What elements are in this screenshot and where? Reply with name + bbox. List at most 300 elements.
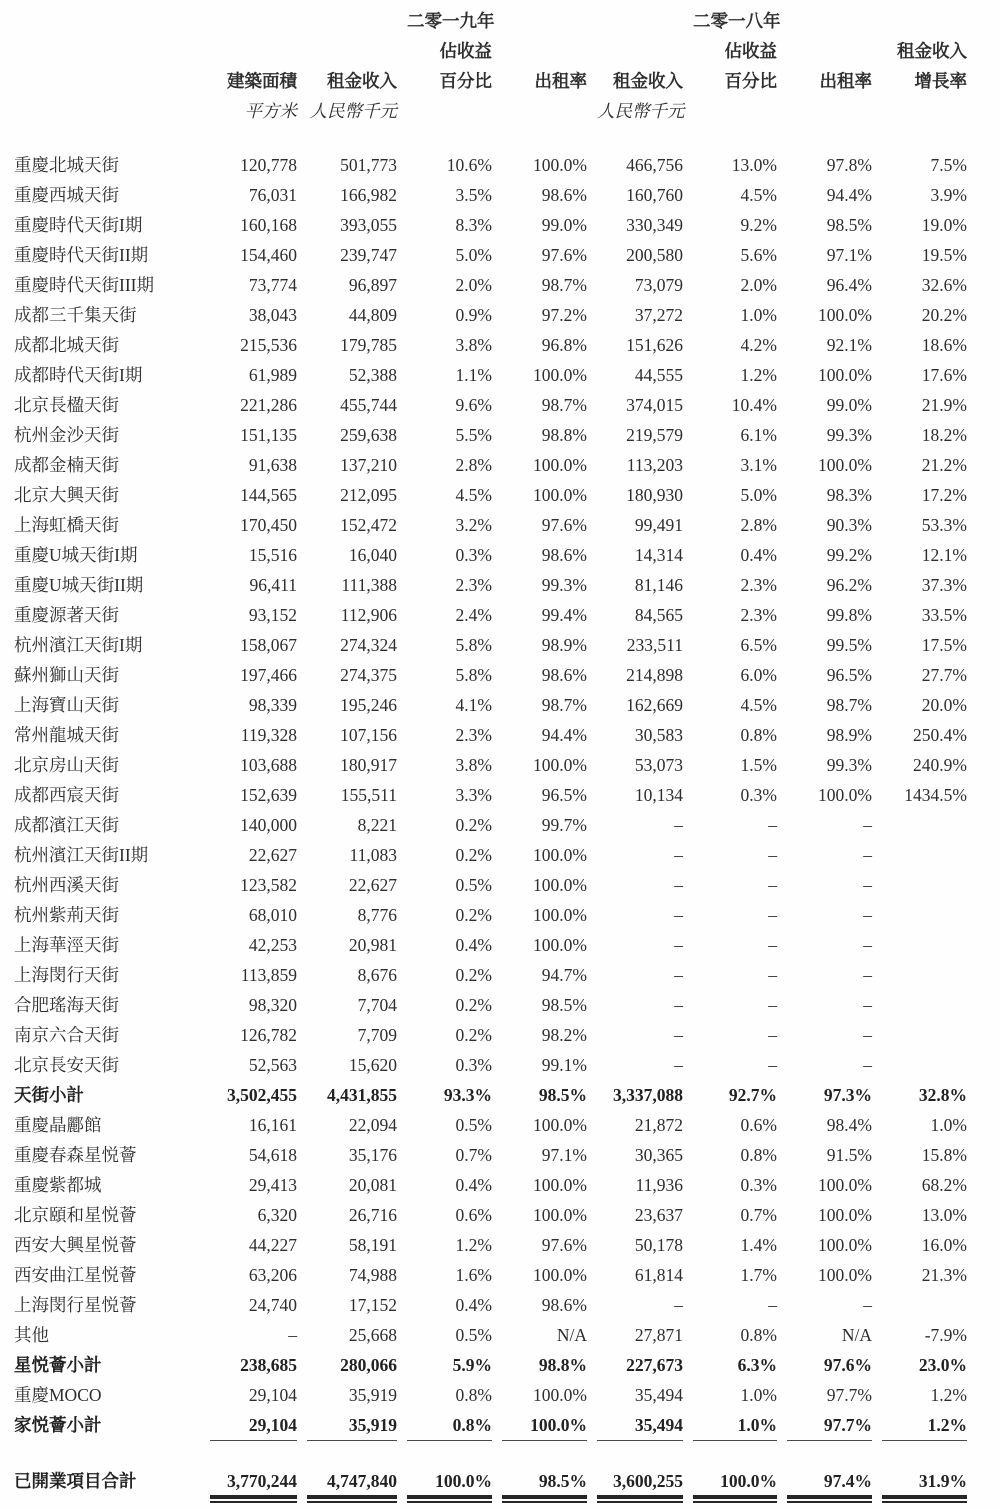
col-occ19: 100.0% bbox=[533, 875, 587, 895]
col-occ19: N/A bbox=[556, 1325, 587, 1345]
table-row bbox=[14, 300, 1000, 330]
col-pct18: 4.5% bbox=[740, 695, 777, 715]
col-occ19: 97.6% bbox=[541, 245, 587, 265]
col-pct19: 2.3% bbox=[455, 725, 492, 745]
property-name: 合肥瑤海天街 bbox=[14, 995, 119, 1015]
col-rent19: 58,191 bbox=[348, 1235, 397, 1255]
col-pct18: – bbox=[768, 1025, 777, 1045]
col-area: 6,320 bbox=[257, 1205, 297, 1225]
property-name: 重慶U城天街II期 bbox=[14, 575, 144, 595]
col-pct19: 93.3% bbox=[443, 1085, 492, 1105]
table-row bbox=[14, 720, 1000, 750]
col-growth: 18.2% bbox=[921, 425, 967, 445]
table-row bbox=[14, 990, 1000, 1020]
col-pct18: 13.0% bbox=[731, 155, 777, 175]
property-name: 杭州濱江天街II期 bbox=[14, 845, 149, 865]
col-rent18: 227,673 bbox=[626, 1355, 683, 1375]
table-row bbox=[14, 660, 1000, 690]
table-row bbox=[14, 360, 1000, 390]
col-occ19: 100.0% bbox=[533, 455, 587, 475]
col-occ19: 99.4% bbox=[541, 605, 587, 625]
col-rent19: 22,627 bbox=[348, 875, 397, 895]
col-rent18: 53,073 bbox=[634, 755, 683, 775]
col-rent18: 160,760 bbox=[626, 185, 683, 205]
col-rent18: – bbox=[674, 815, 683, 835]
col-pct19: 2.0% bbox=[455, 275, 492, 295]
col-area: 140,000 bbox=[240, 815, 297, 835]
col-area: 76,031 bbox=[248, 185, 297, 205]
col-occ19: 98.6% bbox=[541, 1295, 587, 1315]
col-occ18: 98.5% bbox=[826, 215, 872, 235]
col-pct18: 1.0% bbox=[740, 1385, 777, 1405]
col-rent18: 27,871 bbox=[634, 1325, 683, 1345]
col-occ19: 100.0% bbox=[533, 1265, 587, 1285]
col-rent18: 466,756 bbox=[626, 155, 683, 175]
col-growth: 1.0% bbox=[930, 1115, 967, 1135]
col-rent19: 22,094 bbox=[348, 1115, 397, 1135]
col-pct18: 0.8% bbox=[740, 1145, 777, 1165]
table-row bbox=[14, 630, 1000, 660]
col-pct18: 6.3% bbox=[737, 1355, 777, 1375]
col-rent18: 21,872 bbox=[634, 1115, 683, 1135]
col-rent18: 23,637 bbox=[634, 1205, 683, 1225]
col-rent18: 11,936 bbox=[635, 1175, 683, 1195]
subtotal-row bbox=[14, 1410, 1000, 1440]
table-row bbox=[14, 1230, 1000, 1260]
col-rent18: 180,930 bbox=[626, 485, 683, 505]
property-name: 重慶時代天街I期 bbox=[14, 215, 143, 235]
col-pct19: 10.6% bbox=[446, 155, 492, 175]
col-rent19: 16,040 bbox=[348, 545, 397, 565]
col-occ19: 99.0% bbox=[541, 215, 587, 235]
col-rent18: 162,669 bbox=[626, 695, 683, 715]
property-name: 重慶西城天街 bbox=[14, 185, 119, 205]
col-growth bbox=[882, 1050, 967, 1080]
col-rent18: 35,494 bbox=[597, 1410, 683, 1441]
col-rent19: 212,095 bbox=[340, 485, 397, 505]
col-occ18: 97.7% bbox=[787, 1410, 872, 1441]
col-rent18: 200,580 bbox=[626, 245, 683, 265]
col-pct19: 0.8% bbox=[407, 1410, 492, 1441]
col-occ18: 98.7% bbox=[826, 695, 872, 715]
col-occ18: 99.5% bbox=[826, 635, 872, 655]
col-occ18: – bbox=[863, 935, 872, 955]
col-pct19: 2.8% bbox=[455, 455, 492, 475]
col-growth: 240.9% bbox=[913, 755, 967, 775]
col-rent19: 25,668 bbox=[348, 1325, 397, 1345]
property-name: 西安大興星悦薈 bbox=[14, 1235, 137, 1255]
col-rent18: 44,555 bbox=[634, 365, 683, 385]
table-row bbox=[14, 900, 1000, 930]
col-rent19: 44,809 bbox=[348, 305, 397, 325]
col-occ18: 97.8% bbox=[826, 155, 872, 175]
col-rent18: 14,314 bbox=[634, 545, 683, 565]
col-pct18: – bbox=[768, 845, 777, 865]
col-pct18: 1.4% bbox=[740, 1235, 777, 1255]
col-area: 151,135 bbox=[240, 425, 297, 445]
header-share-2018-line2: 百分比 bbox=[724, 71, 777, 91]
col-growth: 250.4% bbox=[913, 725, 967, 745]
col-occ18: 99.3% bbox=[826, 755, 872, 775]
col-area: 126,782 bbox=[240, 1025, 297, 1045]
col-occ18: N/A bbox=[841, 1325, 872, 1345]
property-name: 重慶時代天街III期 bbox=[14, 275, 154, 295]
property-name: 已開業項目合計 bbox=[14, 1471, 137, 1491]
col-occ19: 94.4% bbox=[541, 725, 587, 745]
property-name: 其他 bbox=[14, 1325, 49, 1345]
col-growth: 21.9% bbox=[921, 395, 967, 415]
col-occ18: 97.3% bbox=[823, 1085, 872, 1105]
col-occ18: 97.6% bbox=[823, 1355, 872, 1375]
col-occ19: 98.5% bbox=[502, 1466, 587, 1499]
col-growth bbox=[882, 810, 967, 840]
property-name: 北京長楹天街 bbox=[14, 395, 119, 415]
col-area: 221,286 bbox=[240, 395, 297, 415]
col-rent19: 166,982 bbox=[340, 185, 397, 205]
table-row bbox=[14, 1260, 1000, 1290]
col-pct19: 5.0% bbox=[455, 245, 492, 265]
table-row bbox=[14, 600, 1000, 630]
property-name: 上海閔行天街 bbox=[14, 965, 119, 985]
col-pct19: 9.6% bbox=[455, 395, 492, 415]
col-rent19: 4,747,840 bbox=[307, 1466, 397, 1499]
col-rent18: 99,491 bbox=[634, 515, 683, 535]
col-area: 119,328 bbox=[240, 725, 297, 745]
col-rent19: 96,897 bbox=[348, 275, 397, 295]
col-rent19: 107,156 bbox=[340, 725, 397, 745]
col-area: 16,161 bbox=[248, 1115, 297, 1135]
header-growth-line2: 增長率 bbox=[914, 71, 967, 91]
header-spacer bbox=[882, 96, 967, 126]
col-pct19: 0.4% bbox=[455, 1295, 492, 1315]
col-rent18: 84,565 bbox=[634, 605, 683, 625]
col-area: 29,413 bbox=[248, 1175, 297, 1195]
col-growth: 20.0% bbox=[921, 695, 967, 715]
col-rent18: – bbox=[674, 935, 683, 955]
col-growth: 32.8% bbox=[918, 1085, 967, 1105]
col-pct19: 0.2% bbox=[455, 1025, 492, 1045]
col-occ18: 99.0% bbox=[826, 395, 872, 415]
col-pct18: – bbox=[768, 995, 777, 1015]
header-spacer bbox=[502, 96, 587, 126]
col-rent19: 137,210 bbox=[340, 455, 397, 475]
col-growth: 21.3% bbox=[921, 1265, 967, 1285]
col-rent18: 3,337,088 bbox=[613, 1085, 683, 1105]
col-rent19: 274,324 bbox=[340, 635, 397, 655]
table-row bbox=[14, 450, 1000, 480]
col-occ19: 96.8% bbox=[541, 335, 587, 355]
table-row bbox=[14, 810, 1000, 840]
col-pct19: 0.8% bbox=[455, 1385, 492, 1405]
col-pct19: 0.4% bbox=[455, 935, 492, 955]
table-row bbox=[14, 960, 1000, 990]
col-occ19: 98.5% bbox=[538, 1085, 587, 1105]
col-pct18: – bbox=[768, 935, 777, 955]
property-name: 上海虹橋天街 bbox=[14, 515, 119, 535]
col-area: 24,740 bbox=[248, 1295, 297, 1315]
col-rent18: – bbox=[674, 1025, 683, 1045]
col-pct18: 5.0% bbox=[740, 485, 777, 505]
subtotal-row bbox=[14, 1350, 1000, 1380]
col-pct18: 2.8% bbox=[740, 515, 777, 535]
col-growth: 1434.5% bbox=[904, 785, 967, 805]
col-area: 61,989 bbox=[248, 365, 297, 385]
col-pct18: 1.0% bbox=[693, 1410, 777, 1441]
col-occ19: 100.0% bbox=[533, 905, 587, 925]
header-spacer bbox=[597, 6, 683, 36]
col-occ19: 100.0% bbox=[533, 1205, 587, 1225]
col-area: 15,516 bbox=[248, 545, 297, 565]
property-name: 成都三千集天街 bbox=[14, 305, 137, 325]
col-occ18: 99.2% bbox=[826, 545, 872, 565]
col-occ19: 97.2% bbox=[541, 305, 587, 325]
col-pct18: 0.8% bbox=[740, 725, 777, 745]
property-name: 重慶紫都城 bbox=[14, 1175, 102, 1195]
table-row bbox=[14, 750, 1000, 780]
col-growth: 31.9% bbox=[882, 1466, 967, 1499]
property-name: 重慶北城天街 bbox=[14, 155, 119, 175]
col-rent18: 35,494 bbox=[634, 1385, 683, 1405]
col-occ18: 96.2% bbox=[826, 575, 872, 595]
col-growth: 3.9% bbox=[930, 185, 967, 205]
col-pct19: 4.1% bbox=[455, 695, 492, 715]
property-name: 上海華涇天街 bbox=[14, 935, 119, 955]
col-area: 144,565 bbox=[240, 485, 297, 505]
col-rent18: 10,134 bbox=[634, 785, 683, 805]
table-row bbox=[14, 150, 1000, 180]
header-spacer bbox=[14, 66, 200, 96]
table-row bbox=[14, 1290, 1000, 1320]
col-occ18: – bbox=[863, 1295, 872, 1315]
col-growth bbox=[882, 960, 967, 990]
property-name: 杭州金沙天街 bbox=[14, 425, 119, 445]
col-pct18: 92.7% bbox=[728, 1085, 777, 1105]
table-row bbox=[14, 1020, 1000, 1050]
property-name: 重慶源著天街 bbox=[14, 605, 119, 625]
col-pct19: 2.3% bbox=[455, 575, 492, 595]
col-occ19: 100.0% bbox=[533, 935, 587, 955]
col-area: 29,104 bbox=[248, 1385, 297, 1405]
table-row bbox=[14, 1380, 1000, 1410]
table-row bbox=[14, 1200, 1000, 1230]
col-occ18: – bbox=[863, 1025, 872, 1045]
table-row bbox=[14, 840, 1000, 870]
col-area: 158,067 bbox=[240, 635, 297, 655]
col-pct19: 0.5% bbox=[455, 1325, 492, 1345]
property-name: 上海閔行星悦薈 bbox=[14, 1295, 137, 1315]
col-pct19: 0.4% bbox=[455, 1175, 492, 1195]
col-rent19: 11,083 bbox=[349, 845, 397, 865]
col-occ18: 99.8% bbox=[826, 605, 872, 625]
property-name: 杭州紫荊天街 bbox=[14, 905, 119, 925]
col-occ19: 100.0% bbox=[502, 1410, 587, 1441]
col-rent18: 233,511 bbox=[626, 635, 683, 655]
col-rent18: 30,583 bbox=[634, 725, 683, 745]
col-rent19: 112,906 bbox=[340, 605, 397, 625]
col-area: 154,460 bbox=[240, 245, 297, 265]
property-name: 重慶U城天街I期 bbox=[14, 545, 138, 565]
col-rent19: 15,620 bbox=[348, 1055, 397, 1075]
col-pct19: 0.5% bbox=[455, 875, 492, 895]
header-spacer bbox=[502, 36, 587, 66]
col-pct18: 1.7% bbox=[740, 1265, 777, 1285]
header-spacer bbox=[787, 6, 872, 36]
col-pct18: – bbox=[768, 1055, 777, 1075]
col-area: 96,411 bbox=[249, 575, 297, 595]
table-row bbox=[14, 930, 1000, 960]
header-share-2019-line2: 百分比 bbox=[439, 71, 492, 91]
col-growth bbox=[882, 840, 967, 870]
col-rent19: 7,709 bbox=[357, 1025, 397, 1045]
col-occ19: 98.6% bbox=[541, 545, 587, 565]
col-growth bbox=[882, 1290, 967, 1320]
unit-sqm: 平方米 bbox=[244, 101, 297, 121]
col-area: 63,206 bbox=[248, 1265, 297, 1285]
col-rent18: – bbox=[674, 1295, 683, 1315]
col-rent18: 3,600,255 bbox=[597, 1466, 683, 1499]
col-pct19: 0.3% bbox=[455, 1055, 492, 1075]
table-row bbox=[14, 1110, 1000, 1140]
table-row bbox=[14, 870, 1000, 900]
col-rent19: 393,055 bbox=[340, 215, 397, 235]
header-area: 建築面積 bbox=[227, 71, 297, 91]
col-occ18: – bbox=[863, 845, 872, 865]
property-name: 成都北城天街 bbox=[14, 335, 119, 355]
col-growth bbox=[882, 1020, 967, 1050]
property-name: 天街小計 bbox=[14, 1085, 84, 1105]
col-occ18: 90.3% bbox=[826, 515, 872, 535]
col-occ19: 99.7% bbox=[541, 815, 587, 835]
col-occ18: 94.4% bbox=[826, 185, 872, 205]
col-occ19: 98.8% bbox=[538, 1355, 587, 1375]
col-rent19: 17,152 bbox=[348, 1295, 397, 1315]
header-spacer bbox=[14, 6, 200, 36]
col-rent19: 8,776 bbox=[357, 905, 397, 925]
header-spacer bbox=[787, 96, 872, 126]
col-area: 170,450 bbox=[240, 515, 297, 535]
col-occ18: – bbox=[863, 815, 872, 835]
col-area: 3,770,244 bbox=[210, 1466, 297, 1499]
col-rent18: – bbox=[674, 965, 683, 985]
col-rent19: 280,066 bbox=[340, 1355, 397, 1375]
col-pct18: – bbox=[768, 1295, 777, 1315]
header-spacer bbox=[14, 36, 200, 66]
col-occ19: 96.5% bbox=[541, 785, 587, 805]
header-year-2018: 二零一八年 bbox=[693, 11, 781, 31]
col-area: 38,043 bbox=[248, 305, 297, 325]
col-rent19: 35,919 bbox=[348, 1385, 397, 1405]
table-row bbox=[14, 1140, 1000, 1170]
col-rent19: 152,472 bbox=[340, 515, 397, 535]
property-name: 西安曲江星悦薈 bbox=[14, 1265, 137, 1285]
header-row-year bbox=[14, 6, 1000, 36]
col-pct19: 0.2% bbox=[455, 995, 492, 1015]
col-pct18: 0.3% bbox=[740, 785, 777, 805]
col-pct19: 2.4% bbox=[455, 605, 492, 625]
table-row bbox=[14, 330, 1000, 360]
col-occ19: 97.6% bbox=[541, 515, 587, 535]
col-pct18: 9.2% bbox=[740, 215, 777, 235]
col-pct19: 5.8% bbox=[455, 635, 492, 655]
header-share-2019-line1: 佔收益 bbox=[439, 41, 492, 61]
col-occ19: 98.8% bbox=[541, 425, 587, 445]
property-name: 常州龍城天街 bbox=[14, 725, 119, 745]
col-rent18: – bbox=[674, 1055, 683, 1075]
col-occ18: 98.4% bbox=[826, 1115, 872, 1135]
col-area: 238,685 bbox=[240, 1355, 297, 1375]
header-spacer bbox=[407, 96, 492, 126]
unit-rmb-2019: 人民幣千元 bbox=[309, 101, 397, 121]
col-occ19: 98.2% bbox=[541, 1025, 587, 1045]
col-rent19: 35,919 bbox=[307, 1410, 397, 1441]
property-name: 北京大興天街 bbox=[14, 485, 119, 505]
col-rent19: 239,747 bbox=[340, 245, 397, 265]
col-pct19: 0.5% bbox=[455, 1115, 492, 1135]
col-occ19: 98.7% bbox=[541, 275, 587, 295]
col-pct19: 100.0% bbox=[407, 1466, 492, 1499]
col-area: 91,638 bbox=[248, 455, 297, 475]
col-area: 52,563 bbox=[248, 1055, 297, 1075]
col-occ19: 98.5% bbox=[541, 995, 587, 1015]
table-header bbox=[14, 6, 1000, 126]
header-row-columns bbox=[14, 66, 1000, 96]
col-rent19: 111,388 bbox=[341, 575, 397, 595]
col-rent18: 219,579 bbox=[626, 425, 683, 445]
col-area: 54,618 bbox=[248, 1145, 297, 1165]
col-growth bbox=[882, 870, 967, 900]
col-occ18: – bbox=[863, 1055, 872, 1075]
col-occ19: 97.1% bbox=[541, 1145, 587, 1165]
header-row-units bbox=[14, 96, 1000, 126]
col-occ18: 100.0% bbox=[818, 1175, 872, 1195]
col-rent18: 30,365 bbox=[634, 1145, 683, 1165]
col-rent18: 214,898 bbox=[626, 665, 683, 685]
col-growth: 1.2% bbox=[930, 1385, 967, 1405]
col-occ18: – bbox=[863, 995, 872, 1015]
col-pct18: – bbox=[768, 965, 777, 985]
col-pct19: 3.5% bbox=[455, 185, 492, 205]
col-occ18: 100.0% bbox=[818, 1235, 872, 1255]
col-occ18: 100.0% bbox=[818, 1205, 872, 1225]
col-occ19: 100.0% bbox=[533, 1175, 587, 1195]
col-growth: 20.2% bbox=[921, 305, 967, 325]
col-pct18: 0.4% bbox=[740, 545, 777, 565]
col-rent18: 61,814 bbox=[634, 1265, 683, 1285]
header-spacer bbox=[14, 96, 200, 126]
table-row bbox=[14, 180, 1000, 210]
col-rent18: 73,079 bbox=[634, 275, 683, 295]
table-row bbox=[14, 270, 1000, 300]
col-pct19: 0.9% bbox=[455, 305, 492, 325]
header-spacer bbox=[502, 6, 587, 36]
col-pct19: 5.9% bbox=[452, 1355, 492, 1375]
col-occ18: 97.1% bbox=[826, 245, 872, 265]
col-area: 73,774 bbox=[248, 275, 297, 295]
col-pct18: 2.3% bbox=[740, 605, 777, 625]
col-growth: 37.3% bbox=[921, 575, 967, 595]
col-pct19: 0.7% bbox=[455, 1145, 492, 1165]
col-area: 42,253 bbox=[248, 935, 297, 955]
property-name: 北京房山天街 bbox=[14, 755, 119, 775]
col-pct18: – bbox=[768, 875, 777, 895]
header-spacer bbox=[787, 36, 872, 66]
col-occ19: 99.3% bbox=[541, 575, 587, 595]
header-share-2018-line1: 佔收益 bbox=[724, 41, 777, 61]
col-occ19: 100.0% bbox=[533, 365, 587, 385]
property-name: 重慶春森星悦薈 bbox=[14, 1145, 137, 1165]
col-rent19: 179,785 bbox=[340, 335, 397, 355]
col-growth: 23.0% bbox=[918, 1355, 967, 1375]
